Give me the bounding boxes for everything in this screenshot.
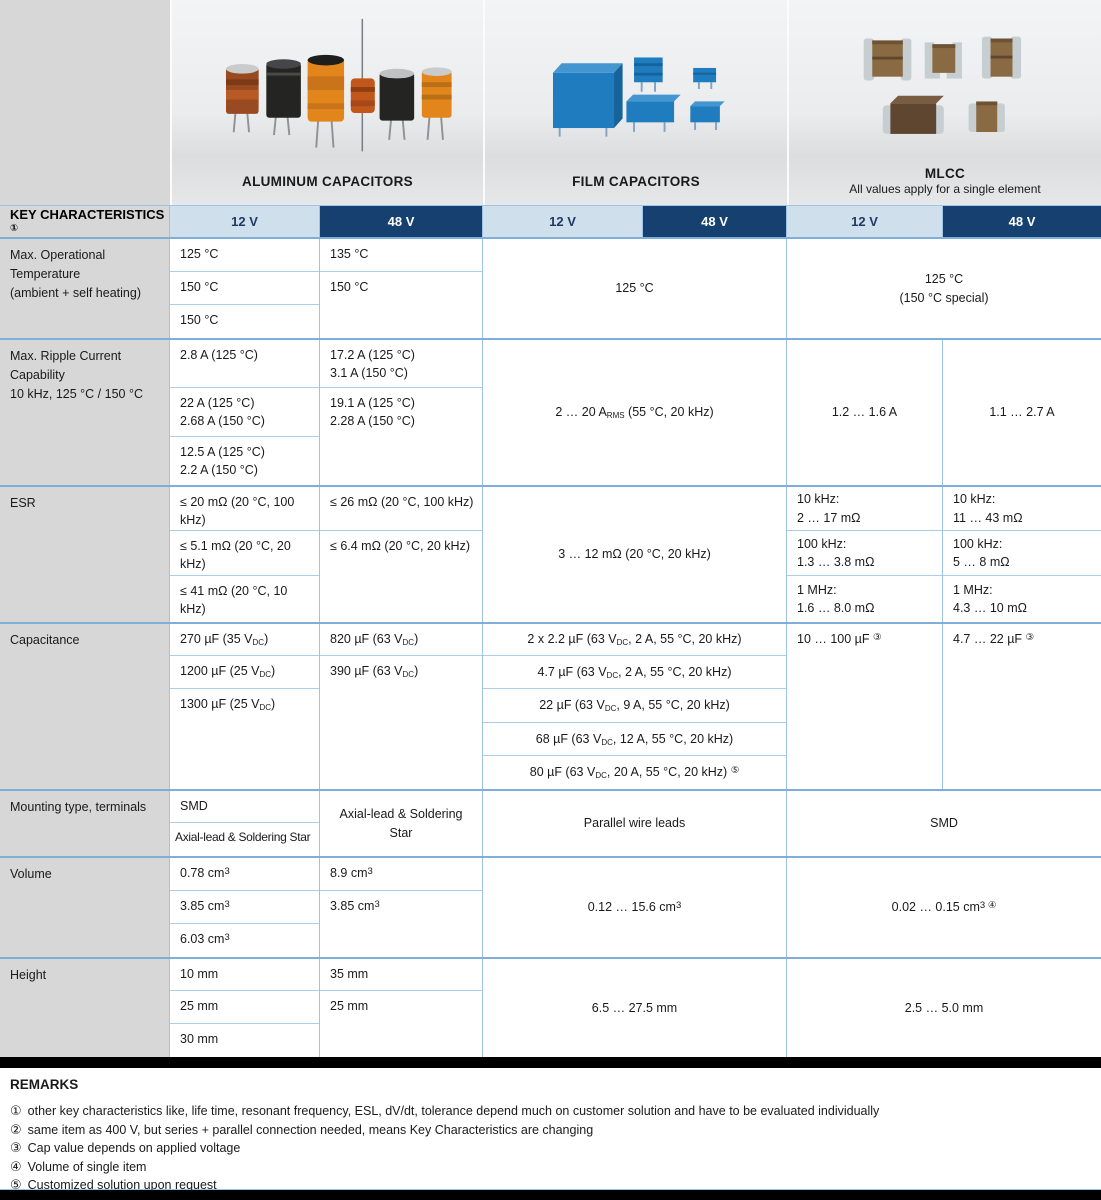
table-cell: 25 mm [330,999,369,1013]
table-cell: 4.7 … 22 µF ③ [953,632,1035,646]
row-max-operational-temperature [0,237,1101,338]
table-cell: Parallel wire leads [583,816,686,831]
esr-mlcc-12v [787,487,943,622]
remarks-title: REMARKS [10,1077,79,1092]
mounting-alu-48v [320,791,483,856]
row-mounting-type [0,789,1101,856]
remark-text: same item as 400 V, but series + parallel connection needed, means Key Characteristics are changing [27,1122,594,1137]
table-cell: ≤ 5.1 mΩ (20 °C, 20 kHz) [170,531,319,576]
height-alu-48v [320,959,483,1057]
esr-alu-48v [320,487,483,622]
black-separator-bar [0,1057,1101,1068]
table-cell: 30 mm [180,1032,219,1046]
row-capacitance [0,622,1101,789]
ripple-alu-48v [320,340,483,485]
row-label-mounting: Mounting type, terminals [0,791,170,856]
aluminum-12v-header: 12 V [170,206,320,237]
table-cell: 150 °C [170,272,319,305]
temp-alu-12v [170,239,320,338]
key-characteristics-header: KEY CHARACTERISTICS ① [0,206,170,237]
ripple-film [483,340,787,485]
remarks-section [0,1068,1101,1190]
table-cell: 1200 µF (25 $V_{DC}$) [170,656,319,689]
film-box-top-small-2 [693,68,716,82]
table-cell: 6.5 … 27.5 mm [591,1000,678,1015]
capacitance-mlcc-48v [943,624,1101,789]
table-cell: 12.5 A (125 °C) 2.2 A (150 °C) [180,445,265,478]
row-volume [0,856,1101,957]
remark-text: Customized solution upon request [27,1178,217,1192]
film-box-bottom-medium [626,95,680,123]
mlcc-chip-3 [982,36,1021,78]
mlcc-chip-2 [925,42,962,78]
table-cell: 17.2 A (125 °C) 3.1 A (150 °C) [320,340,482,388]
table-cell: 10 kHz: 11 … 43 mΩ [943,487,1101,531]
remark-text: other key characteristics like, life time, resonant frequency, ESL, dV/dt, tolerance depend much on customer solution and have to be evaluated individually [27,1104,880,1118]
film-panel-title: FILM CAPACITORS [572,174,700,189]
table-cell: 10 … 100 µF ③ [797,632,882,646]
table-cell: 10 kHz: 2 … 17 mΩ [787,487,942,531]
radial-cap-copper [226,64,259,114]
axial-cap-small-orange [351,78,375,113]
row-label-temperature: Max. Operational Temperature (ambient + self heating) [0,239,170,338]
esr-mlcc-48v [943,487,1101,622]
height-mlcc [787,959,1101,1057]
remark-item-3 [10,1139,1089,1158]
remark-number: ① [10,1103,22,1118]
mounting-mlcc [787,791,1101,856]
table-cell: 19.1 A (125 °C) 2.28 A (150 °C) [330,396,415,429]
remark-text: Volume of single item [27,1159,147,1174]
remark-number: ⑤ [10,1177,22,1192]
row-height [0,957,1101,1057]
radial-cap-black-1 [267,59,302,118]
table-cell: 22 µF (63 $V_{DC}$, 9 A, 55 °C, 20 kHz) [483,689,786,723]
row-label-capacitance: Capacitance [0,624,170,789]
film-capacitors-panel [483,0,787,205]
table-cell: 2.8 A (125 °C) [170,340,319,388]
esr-alu-12v [170,487,320,622]
film-capacitors-image [485,0,787,174]
remark-number: ④ [10,1158,22,1174]
table-cell: 2 x 2.2 µF (63 $V_{DC}$, 2 A, 55 °C, 20 kHz) [483,624,786,656]
table-cell: ≤ 6.4 mΩ (20 °C, 20 kHz) [330,539,470,553]
table-cell: 3.85 $cm^3$ [170,891,319,924]
table-cell: 35 mm [320,959,482,991]
table-cell: 0.78 $cm^3$ [170,858,319,891]
mlcc-illustration [795,7,1095,160]
table-cell: ≤ 26 mΩ (20 °C, 100 kHz) [320,487,482,531]
table-cell: 1.1 … 2.7 A [989,405,1055,420]
film-48v-header: 48 V [643,206,787,237]
mlcc-48v-header: 48 V [943,206,1101,237]
row-label-ripple-current: Max. Ripple Current Capability 10 kHz, 125 °C / 150 °C [0,340,170,485]
table-cell: 1.2 … 1.6 A [831,405,898,420]
table-cell: 25 mm [170,991,319,1024]
volume-alu-48v [320,858,483,957]
table-cell: ≤ 41 mΩ (20 °C, 10 kHz) [180,584,288,617]
aluminum-capacitors-panel [170,0,483,205]
table-cell: 2.5 … 5.0 mm [904,1000,984,1015]
table-cell: 820 µF (63 $V_{DC}$) [320,624,482,656]
volume-film [483,858,787,957]
top-left-empty-cell [0,0,170,205]
row-esr [0,485,1101,622]
mounting-alu-12v [170,791,320,856]
table-cell: 150 °C [180,313,219,327]
mlcc-12v-header: 12 V [787,206,943,237]
temp-alu-48v [320,239,483,338]
volume-mlcc [787,858,1101,957]
radial-cap-black-2 [380,69,415,121]
radial-cap-orange-small [422,67,452,117]
ripple-mlcc-48v [943,340,1101,485]
table-cell: 0.02 … 0.15 $cm^3$ ④ [891,900,997,915]
capacitance-alu-12v [170,624,320,789]
volume-alu-12v [170,858,320,957]
table-cell: 6.03 $cm^3$ [180,932,230,946]
remark-item-2 [10,1121,1089,1140]
table-cell: 125 °C [615,281,654,296]
mlcc-image [789,0,1101,166]
film-12v-header: 12 V [483,206,643,237]
table-cell: 2 … 20 $A_{RMS}$ (55 °C, 20 kHz) [555,405,714,421]
height-film [483,959,787,1057]
table-cell: 3 … 12 mΩ (20 °C, 20 kHz) [558,547,711,562]
capacitance-film [483,624,787,789]
table-cell: 8.9 $cm^3$ [320,858,482,891]
row-label-esr: ESR [0,487,170,622]
table-cell: 68 µF (63 $V_{DC}$, 12 A, 55 °C, 20 kHz) [483,723,786,756]
row-label-volume: Volume [0,858,170,957]
film-capacitors-illustration [491,7,781,167]
table-cell: 80 µF (63 $V_{DC}$, 20 A, 55 °C, 20 kHz) ⑤ [529,765,740,781]
aluminum-capacitors-illustration [178,7,477,167]
capacitance-alu-48v [320,624,483,789]
table-cell: 270 µF (35 $V_{DC}$) [170,624,319,656]
table-cell: 1 MHz: 4.3 … 10 mΩ [953,582,1027,615]
mounting-film [483,791,787,856]
table-cell: 125 °C [170,239,319,272]
mlcc-chip-1 [864,38,912,80]
remark-text: Cap value depends on applied voltage [27,1141,241,1155]
voltage-header-row [0,205,1101,237]
aluminum-48v-header: 48 V [320,206,483,237]
mlcc-panel-title: MLCC [924,166,966,181]
table-cell: ≤ 20 mΩ (20 °C, 100 kHz) [170,487,319,531]
table-cell: Axial-lead & Soldering Star [175,830,311,844]
remark-item-1 [10,1102,1089,1121]
table-cell: 1 MHz: 1.6 … 8.0 mΩ [797,582,875,615]
mlcc-panel [787,0,1101,205]
ripple-mlcc-12v [787,340,943,485]
table-cell: 4.7 µF (63 $V_{DC}$, 2 A, 55 °C, 20 kHz) [483,656,786,689]
film-box-top-small-1 [634,57,663,82]
table-cell: 22 A (125 °C) 2.68 A (150 °C) [170,388,319,437]
film-box-large [553,63,623,128]
table-cell: 150 °C [330,280,369,294]
table-cell: 125 °C (150 °C special) [899,272,989,305]
mlcc-chip-5 [969,101,1005,132]
table-cell: 10 mm [170,959,319,991]
row-max-ripple-current [0,338,1101,485]
table-cell: 1300 µF (25 $V_{DC}$) [180,697,276,712]
table-cell: 100 kHz: 5 … 8 mΩ [943,531,1101,576]
table-cell: SMD [930,816,958,831]
film-box-bottom-small [690,101,724,122]
temp-mlcc [787,239,1101,338]
height-alu-12v [170,959,320,1057]
aluminum-capacitors-image [172,0,483,174]
remark-number: ② [10,1121,22,1137]
table-cell: SMD [170,791,319,823]
temp-film [483,239,787,338]
row-label-height: Height [0,959,170,1057]
table-cell: 135 °C [320,239,482,272]
esr-film [483,487,787,622]
remark-item-4 [10,1158,1089,1177]
product-panels-row [0,0,1101,205]
table-cell: Axial-lead & Soldering Star [339,807,463,840]
table-cell: 100 kHz: 1.3 … 3.8 mΩ [787,531,942,576]
table-cell: 390 µF (63 $V_{DC}$) [330,664,419,679]
mlcc-chip-4-large [883,95,944,133]
table-cell: 0.12 … 15.6 $cm^3$ [587,900,682,915]
remark-number: ③ [10,1140,22,1155]
table-cell: 3.85 $cm^3$ [330,899,380,913]
aluminum-panel-title: ALUMINUM CAPACITORS [242,174,413,189]
capacitance-mlcc-12v [787,624,943,789]
ripple-alu-12v [170,340,320,485]
mlcc-panel-subtitle: All values apply for a single element [849,182,1041,196]
radial-cap-orange-tall [308,55,344,122]
